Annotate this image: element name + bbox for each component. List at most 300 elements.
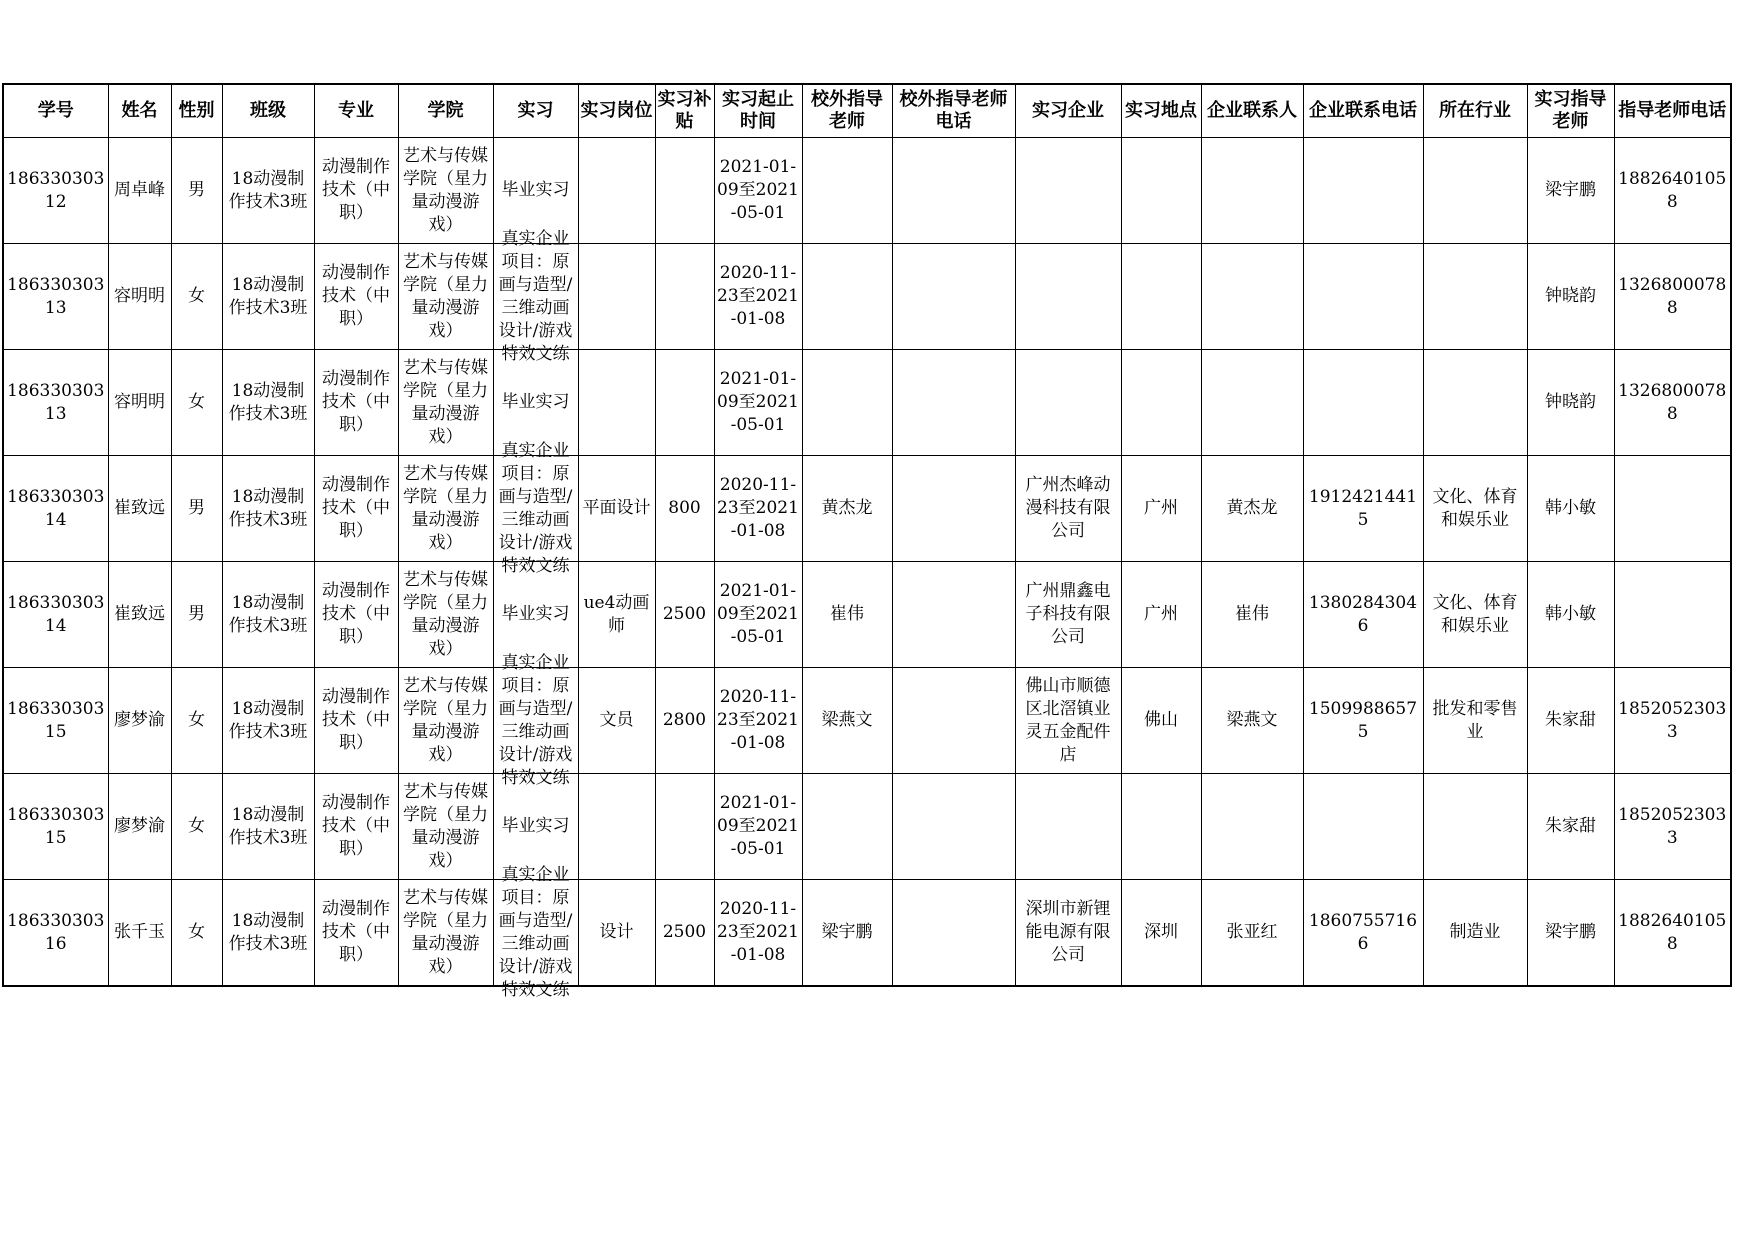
cell-text (1018, 774, 1119, 879)
subsidy-cell (655, 562, 714, 668)
ext-phone-cell (892, 456, 1015, 562)
cell-text (805, 774, 890, 879)
cell-text: 张千玉 (114, 922, 165, 942)
cell-text: 真实企业项目：原画与造型/三维动画设计/游戏特效文练 (498, 652, 573, 788)
contact-phone-cell (1303, 138, 1423, 244)
cell-text: 2020-11-23至2021-01-08 (717, 475, 799, 541)
teacher-cell (1527, 138, 1614, 244)
cell-text: 18动漫制作技术3班 (228, 698, 308, 742)
cell-text: 佛山 (1144, 710, 1178, 730)
cell-text: 18520523033 (1618, 804, 1727, 848)
cell-text: 朱家甜 (1545, 710, 1596, 730)
cell-text (1204, 138, 1301, 243)
cell-text: 梁宇鹏 (821, 922, 873, 942)
cell-text: 平面设计 (582, 498, 651, 518)
col-header: 指导老师电话 (1614, 84, 1731, 138)
cell-text: 毕业实习 (501, 180, 570, 200)
col-header: 实习企业 (1015, 84, 1121, 138)
ext-phone-cell (892, 138, 1015, 244)
teacher-cell (1527, 880, 1614, 987)
gender-cell (171, 244, 222, 350)
ext-teacher-cell (802, 880, 892, 987)
contact-cell (1201, 350, 1303, 456)
company-cell (1015, 244, 1121, 350)
student-id-cell (3, 774, 108, 880)
teacher-cell (1527, 244, 1614, 350)
cell-text (1426, 774, 1525, 879)
table-row (3, 668, 1731, 774)
cell-text: 崔致远 (114, 604, 165, 624)
cell-text (895, 668, 1013, 773)
cell-text (805, 244, 890, 349)
student-id-cell (3, 668, 108, 774)
col-header: 实习地点 (1121, 84, 1201, 138)
cell-text: 19124214415 (1308, 486, 1418, 530)
cell-text: 艺术与传媒学院（星力量动漫游戏） (403, 357, 488, 447)
cell-text: 廖梦渝 (114, 710, 165, 730)
cell-text: 2021-01-09至2021-05-01 (717, 793, 799, 859)
cell-text: 毕业实习 (501, 816, 570, 836)
cell-text: 2800 (662, 710, 707, 730)
cell-text (658, 350, 712, 455)
cell-text (1617, 456, 1729, 561)
cell-text: 艺术与传媒学院（星力量动漫游戏） (403, 145, 488, 235)
industry-cell (1423, 562, 1527, 668)
college-cell (398, 774, 493, 880)
major-cell (314, 880, 398, 987)
cell-text: 梁宇鹏 (1545, 922, 1596, 942)
cell-text: 动漫制作技术（中职） (322, 687, 390, 753)
contact-phone-cell (1303, 456, 1423, 562)
cell-text: 18633030315 (7, 804, 105, 848)
location-cell (1121, 138, 1201, 244)
company-cell (1015, 350, 1121, 456)
name-cell (108, 880, 171, 987)
period-cell (714, 456, 802, 562)
teacher-phone-cell (1614, 668, 1731, 774)
cell-text: 真实企业项目：原画与造型/三维动画设计/游戏特效文练 (498, 864, 573, 1000)
teacher-phone-cell (1614, 244, 1731, 350)
cell-text (895, 774, 1013, 879)
location-cell (1121, 562, 1201, 668)
ext-phone-cell (892, 774, 1015, 880)
location-cell (1121, 668, 1201, 774)
position-cell (578, 880, 655, 987)
cell-text: 18动漫制作技术3班 (228, 910, 308, 954)
col-header: 实习岗位 (578, 84, 655, 138)
cell-text (1204, 350, 1301, 455)
cell-text: 梁宇鹏 (1545, 180, 1596, 200)
cell-text (1204, 774, 1301, 879)
college-cell (398, 668, 493, 774)
cell-text: 文化、体育和娱乐业 (1432, 486, 1518, 530)
cell-text: 崔伟 (830, 604, 864, 624)
table-row (3, 244, 1731, 350)
cell-text: 2020-11-23至2021-01-08 (717, 899, 799, 965)
student-id-cell (3, 562, 108, 668)
cell-text: 15099886575 (1308, 698, 1418, 742)
subsidy-cell (655, 138, 714, 244)
col-header: 所在行业 (1423, 84, 1527, 138)
cell-text (1124, 138, 1199, 243)
cell-text: 钟晓韵 (1545, 392, 1596, 412)
industry-cell (1423, 880, 1527, 987)
ext-phone-cell (892, 668, 1015, 774)
name-cell (108, 774, 171, 880)
college-cell (398, 350, 493, 456)
cell-text (1617, 562, 1729, 667)
gender-cell (171, 138, 222, 244)
contact-phone-cell (1303, 774, 1423, 880)
cell-text: 韩小敏 (1545, 604, 1596, 624)
cell-text (581, 244, 653, 349)
position-cell (578, 456, 655, 562)
cell-text: 2021-01-09至2021-05-01 (717, 581, 799, 647)
gender-cell (171, 350, 222, 456)
table-row (3, 880, 1731, 987)
cell-text: 18633030312 (7, 168, 105, 212)
location-cell (1121, 244, 1201, 350)
cell-text (658, 244, 712, 349)
cell-text: 女 (188, 710, 205, 730)
cell-text (1426, 138, 1525, 243)
cell-text: 文员 (599, 710, 634, 730)
ext-phone-cell (892, 244, 1015, 350)
gender-cell (171, 774, 222, 880)
subsidy-cell (655, 880, 714, 987)
gender-cell (171, 880, 222, 987)
name-cell (108, 350, 171, 456)
class-cell (222, 774, 314, 880)
col-header: 班级 (222, 84, 314, 138)
cell-text: 动漫制作技术（中职） (322, 899, 390, 965)
period-cell (714, 350, 802, 456)
cell-text: 男 (188, 604, 205, 624)
subsidy-cell (655, 456, 714, 562)
student-id-cell (3, 350, 108, 456)
college-cell (398, 138, 493, 244)
col-header: 企业联系电话 (1303, 84, 1423, 138)
col-header: 实习起止时间 (714, 84, 802, 138)
cell-text (895, 456, 1013, 561)
cell-text: 深圳市新锂能电源有限公司 (1025, 899, 1111, 965)
college-cell (398, 562, 493, 668)
col-header: 专业 (314, 84, 398, 138)
company-cell (1015, 668, 1121, 774)
col-header: 企业联系人 (1201, 84, 1303, 138)
subsidy-cell (655, 668, 714, 774)
cell-text (805, 138, 890, 243)
cell-text: 13268000788 (1618, 274, 1727, 318)
teacher-phone-cell (1614, 138, 1731, 244)
cell-text: 毕业实习 (501, 392, 570, 412)
name-cell (108, 456, 171, 562)
teacher-phone-cell (1614, 456, 1731, 562)
cell-text: 18动漫制作技术3班 (228, 274, 308, 318)
cell-text: 梁燕文 (821, 710, 873, 730)
name-cell (108, 668, 171, 774)
cell-text (1018, 244, 1119, 349)
major-cell (314, 350, 398, 456)
company-cell (1015, 562, 1121, 668)
cell-text: 广州鼎鑫电子科技有限公司 (1025, 581, 1111, 647)
col-header: 实习 (493, 84, 578, 138)
ext-teacher-cell (802, 244, 892, 350)
cell-text: 2020-11-23至2021-01-08 (717, 687, 799, 753)
cell-text: 2500 (662, 922, 707, 942)
student-id-cell (3, 244, 108, 350)
ext-teacher-cell (802, 562, 892, 668)
cell-text: 钟晓韵 (1545, 286, 1596, 306)
cell-text: 朱家甜 (1545, 816, 1596, 836)
cell-text: 18动漫制作技术3班 (228, 380, 308, 424)
table-row (3, 350, 1731, 456)
table-row (3, 774, 1731, 880)
cell-text (895, 138, 1013, 243)
cell-text: ue4动画师 (583, 592, 650, 636)
cell-text: 崔致远 (114, 498, 165, 518)
cell-text (805, 350, 890, 455)
cell-text (658, 138, 712, 243)
teacher-cell (1527, 668, 1614, 774)
cell-text (1306, 244, 1421, 349)
col-header: 学院 (398, 84, 493, 138)
cell-text: 艺术与传媒学院（星力量动漫游戏） (403, 781, 488, 871)
cell-text: 艺术与传媒学院（星力量动漫游戏） (403, 675, 488, 765)
cell-text: 女 (188, 392, 205, 412)
location-cell (1121, 456, 1201, 562)
cell-text: 真实企业项目：原画与造型/三维动画设计/游戏特效文练 (498, 228, 573, 364)
cell-text: 广州 (1144, 604, 1178, 624)
cell-text (1426, 350, 1525, 455)
period-cell (714, 668, 802, 774)
gender-cell (171, 456, 222, 562)
cell-text (1306, 774, 1421, 879)
cell-text: 毕业实习 (501, 604, 570, 624)
industry-cell (1423, 350, 1527, 456)
cell-text: 男 (188, 180, 205, 200)
position-cell (578, 138, 655, 244)
cell-text: 18520523033 (1618, 698, 1727, 742)
major-cell (314, 562, 398, 668)
cell-text: 艺术与传媒学院（星力量动漫游戏） (403, 251, 488, 341)
period-cell (714, 880, 802, 987)
teacher-cell (1527, 774, 1614, 880)
company-cell (1015, 880, 1121, 987)
cell-text: 18动漫制作技术3班 (228, 486, 308, 530)
teacher-phone-cell (1614, 880, 1731, 987)
student-id-cell (3, 880, 108, 987)
cell-text (1124, 244, 1199, 349)
contact-phone-cell (1303, 880, 1423, 987)
class-cell (222, 880, 314, 987)
ext-phone-cell (892, 350, 1015, 456)
cell-text: 18动漫制作技术3班 (228, 168, 308, 212)
teacher-cell (1527, 456, 1614, 562)
cell-text: 梁燕文 (1226, 710, 1278, 730)
internship-cell (493, 228, 578, 364)
cell-text (1306, 350, 1421, 455)
table-row (3, 138, 1731, 244)
industry-cell (1423, 138, 1527, 244)
college-cell (398, 456, 493, 562)
cell-text (895, 244, 1013, 349)
cell-text: 廖梦渝 (114, 816, 165, 836)
teacher-phone-cell (1614, 774, 1731, 880)
cell-text: 张亚红 (1226, 922, 1278, 942)
class-cell (222, 668, 314, 774)
col-header: 学号 (3, 84, 108, 138)
cell-text (895, 350, 1013, 455)
industry-cell (1423, 456, 1527, 562)
cell-text: 动漫制作技术（中职） (322, 369, 390, 435)
major-cell (314, 456, 398, 562)
period-cell (714, 244, 802, 350)
cell-text: 深圳 (1144, 922, 1178, 942)
gender-cell (171, 562, 222, 668)
table-row (3, 456, 1731, 562)
teacher-cell (1527, 562, 1614, 668)
cell-text: 批发和零售业 (1432, 698, 1518, 742)
cell-text: 广州 (1144, 498, 1178, 518)
ext-phone-cell (892, 880, 1015, 987)
company-cell (1015, 774, 1121, 880)
cell-text (581, 138, 653, 243)
col-header: 姓名 (108, 84, 171, 138)
cell-text: 18633030314 (7, 592, 105, 636)
internship-table (2, 83, 1732, 1000)
cell-text (895, 880, 1013, 985)
position-cell (578, 244, 655, 350)
cell-text: 18动漫制作技术3班 (228, 804, 308, 848)
cell-text: 18633030313 (7, 380, 105, 424)
ext-teacher-cell (802, 350, 892, 456)
college-cell (398, 880, 493, 987)
cell-text: 男 (188, 498, 205, 518)
cell-text: 黄杰龙 (821, 498, 873, 518)
internship-cell (493, 652, 578, 788)
cell-text: 崔伟 (1235, 604, 1269, 624)
class-cell (222, 456, 314, 562)
cell-text: 18826401058 (1618, 910, 1727, 954)
contact-cell (1201, 562, 1303, 668)
industry-cell (1423, 774, 1527, 880)
cell-text: 容明明 (114, 392, 165, 412)
cell-text: 女 (188, 286, 205, 306)
name-cell (108, 138, 171, 244)
subsidy-cell (655, 244, 714, 350)
cell-text: 真实企业项目：原画与造型/三维动画设计/游戏特效文练 (498, 440, 573, 576)
company-cell (1015, 456, 1121, 562)
contact-phone-cell (1303, 668, 1423, 774)
period-cell (714, 774, 802, 880)
cell-text (1018, 350, 1119, 455)
cell-text: 动漫制作技术（中职） (322, 263, 390, 329)
contact-phone-cell (1303, 562, 1423, 668)
major-cell (314, 138, 398, 244)
col-header: 实习补贴 (655, 84, 714, 138)
ext-teacher-cell (802, 774, 892, 880)
cell-text (581, 350, 653, 455)
cell-text: 动漫制作技术（中职） (322, 157, 390, 223)
industry-cell (1423, 244, 1527, 350)
ext-phone-cell (892, 562, 1015, 668)
position-cell (578, 562, 655, 668)
cell-text (1018, 138, 1119, 243)
cell-text: 广州杰峰动漫科技有限公司 (1025, 475, 1111, 541)
company-cell (1015, 138, 1121, 244)
cell-text: 18633030313 (7, 274, 105, 318)
class-cell (222, 350, 314, 456)
cell-text: 女 (188, 816, 205, 836)
cell-text: 艺术与传媒学院（星力量动漫游戏） (403, 887, 488, 977)
cell-text (581, 774, 653, 879)
cell-text: 佛山市顺德区北滘镇业灵五金配件店 (1025, 675, 1111, 765)
gender-cell (171, 668, 222, 774)
internship-cell (493, 864, 578, 1000)
subsidy-cell (655, 350, 714, 456)
cell-text (1204, 244, 1301, 349)
contact-cell (1201, 880, 1303, 987)
cell-text: 动漫制作技术（中职） (322, 793, 390, 859)
position-cell (578, 774, 655, 880)
ext-teacher-cell (802, 668, 892, 774)
cell-text: 2020-11-23至2021-01-08 (717, 263, 799, 329)
location-cell (1121, 880, 1201, 987)
student-id-cell (3, 138, 108, 244)
teacher-cell (1527, 350, 1614, 456)
cell-text (658, 774, 712, 879)
cell-text (1426, 244, 1525, 349)
location-cell (1121, 350, 1201, 456)
cell-text: 18动漫制作技术3班 (228, 592, 308, 636)
table-row (3, 562, 1731, 668)
name-cell (108, 562, 171, 668)
cell-text: 艺术与传媒学院（星力量动漫游戏） (403, 463, 488, 553)
col-header: 校外指导老师 (802, 84, 892, 138)
col-header: 校外指导老师电话 (892, 84, 1015, 138)
major-cell (314, 774, 398, 880)
cell-text: 18607557166 (1308, 910, 1418, 954)
cell-text: 设计 (599, 922, 634, 942)
contact-phone-cell (1303, 244, 1423, 350)
industry-cell (1423, 668, 1527, 774)
cell-text (895, 562, 1013, 667)
cell-text: 容明明 (114, 286, 165, 306)
internship-cell (493, 440, 578, 576)
cell-text: 18633030316 (7, 910, 105, 954)
cell-text (1306, 138, 1421, 243)
cell-text: 动漫制作技术（中职） (322, 475, 390, 541)
period-cell (714, 562, 802, 668)
cell-text (1124, 774, 1199, 879)
cell-text: 艺术与传媒学院（星力量动漫游戏） (403, 569, 488, 659)
cell-text: 动漫制作技术（中职） (322, 581, 390, 647)
cell-text: 文化、体育和娱乐业 (1432, 592, 1518, 636)
cell-text: 韩小敏 (1545, 498, 1596, 518)
subsidy-cell (655, 774, 714, 880)
period-cell (714, 138, 802, 244)
ext-teacher-cell (802, 456, 892, 562)
contact-phone-cell (1303, 350, 1423, 456)
name-cell (108, 244, 171, 350)
col-header: 实习指导老师 (1527, 84, 1614, 138)
major-cell (314, 668, 398, 774)
class-cell (222, 244, 314, 350)
cell-text: 制造业 (1449, 922, 1501, 942)
class-cell (222, 562, 314, 668)
cell-text: 13802843046 (1308, 592, 1418, 636)
